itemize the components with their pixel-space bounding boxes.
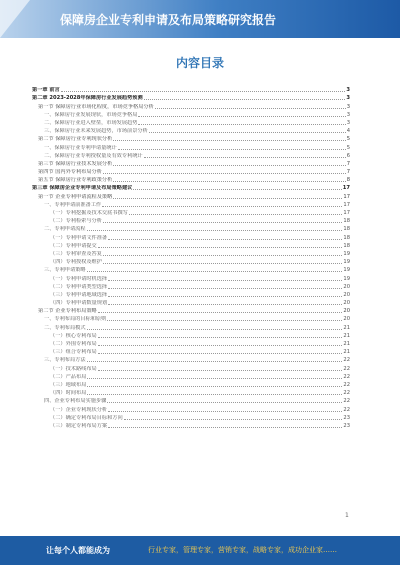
toc-entry-title: 四、企业专利布局实施步骤	[44, 398, 107, 405]
toc-entry[interactable]	[32, 413, 350, 421]
toc-entry-page: 3	[346, 87, 350, 94]
toc-entry-page: 6	[346, 152, 350, 159]
toc-entry-page: 22	[343, 373, 350, 380]
toc-entry-page: 8	[346, 177, 350, 184]
toc-entry-title: 二、保障房行业进入壁垒，市场发展趋势	[44, 119, 138, 126]
toc-dot-leader	[144, 157, 346, 158]
toc-dot-leader	[103, 263, 343, 264]
toc-entry-title: （三）专利审查及答复	[50, 250, 102, 257]
toc-entry-page: 19	[343, 275, 350, 282]
toc-dot-leader	[98, 247, 343, 248]
toc-entry-title: 三、专利申请策略	[44, 267, 86, 274]
toc-entry-page: 22	[343, 406, 350, 413]
toc-entry-page: 19	[343, 259, 350, 266]
toc-heading: 内容目录	[175, 56, 224, 70]
toc-entry[interactable]	[32, 142, 350, 150]
toc-entry-page: 3	[346, 103, 350, 110]
toc-entry[interactable]	[32, 339, 350, 347]
toc-entry-title: （三）组合专利布局	[50, 349, 97, 356]
toc-dot-leader	[87, 271, 343, 272]
toc-entry-title: （二）外围专利布局	[50, 341, 97, 347]
toc-dot-leader	[124, 419, 343, 420]
toc-entry-title: 三、保障房行业未来发展趋势，市场前景分析	[44, 128, 148, 135]
footer-bar	[0, 536, 400, 565]
toc-entry[interactable]	[32, 396, 350, 404]
toc-dot-leader	[87, 230, 343, 231]
toc-entry-title: （一）企业专利现状分析	[50, 406, 108, 413]
toc-dot-leader	[87, 394, 342, 395]
toc-entry[interactable]	[32, 159, 350, 167]
toc-entry-page: 21	[343, 324, 350, 331]
toc-entry-title: 二、专利申请流程	[44, 226, 86, 233]
toc-entry[interactable]	[32, 191, 350, 199]
toc-entry-page: 18	[343, 234, 350, 241]
toc-entry[interactable]	[32, 257, 350, 265]
toc-entry-title: （四）专利授权及维护	[50, 259, 102, 266]
toc-entry[interactable]	[32, 404, 350, 412]
toc-entry-page: 20	[343, 283, 350, 290]
toc-entry[interactable]	[32, 134, 350, 142]
header-decoration	[0, 0, 30, 38]
toc-entry[interactable]	[32, 380, 350, 388]
toc-entry-page: 20	[343, 308, 350, 315]
toc-entry-page: 22	[343, 357, 350, 364]
toc-entry-title: 第二节 保障房行业专利现状分析	[38, 136, 113, 143]
toc-entry-title: （二）专利申请类型选择	[50, 283, 108, 290]
toc-entry[interactable]	[32, 298, 350, 306]
toc-entry[interactable]	[32, 355, 350, 363]
toc-entry-page: 20	[343, 291, 350, 298]
toc-dot-leader	[118, 149, 346, 150]
toc-dot-leader	[87, 386, 342, 387]
toc-entry-page: 5	[346, 144, 350, 151]
toc-entry-title: 一、保障房行业发展现状，市场竞争格局	[44, 111, 138, 118]
toc-entry[interactable]	[32, 183, 350, 191]
toc-entry-title: 第四节 国内外专利布局分析	[38, 169, 102, 176]
toc-entry-page: 3	[346, 95, 350, 102]
toc-entry-page: 22	[343, 390, 350, 397]
toc-entry-page: 23	[343, 414, 350, 421]
toc-dot-leader	[108, 427, 342, 428]
toc-entry[interactable]	[32, 331, 350, 339]
toc-dot-leader	[113, 140, 345, 141]
toc-entry-page: 17	[342, 185, 350, 192]
toc-entry-title: 第一节 保障房行业市场化程度，市场竞争格局分析	[38, 103, 154, 110]
toc-entry-page: 22	[343, 365, 350, 372]
toc-dot-leader	[103, 222, 343, 223]
footer-roles: 行业专家，管理专家，营销专家，战略专家，成功企业家……	[148, 546, 337, 554]
toc-entry-title: 一、专利申请前准备工作	[44, 201, 102, 208]
toc-entry-page: 3	[346, 111, 350, 118]
toc-entry-page: 23	[343, 422, 350, 429]
toc-entry-title: （二）专利检索与分析	[50, 218, 102, 225]
toc-entry-title: 二、保障房行业专利授权量及有效专利统计	[44, 152, 143, 159]
toc-entry-title: （一）技术路线布局	[50, 365, 97, 372]
toc-entry-title: （二）专利申请提交	[50, 242, 97, 249]
toc-entry[interactable]	[32, 314, 350, 322]
toc-entry[interactable]	[32, 388, 350, 396]
toc-entry[interactable]	[32, 273, 350, 281]
toc-entry-page: 22	[343, 381, 350, 388]
toc-entry[interactable]	[32, 85, 350, 93]
toc-entry-title: 第一章 前言	[32, 87, 60, 94]
toc-dot-leader	[108, 280, 342, 281]
toc-entry-page: 19	[343, 250, 350, 257]
toc-entry-page: 21	[343, 332, 350, 339]
toc-entry[interactable]	[32, 306, 350, 314]
toc-entry[interactable]	[32, 93, 350, 101]
toc-entry[interactable]	[32, 347, 350, 355]
toc-entry[interactable]	[32, 126, 350, 134]
toc-entry-title: （三）制定专利布局方案	[50, 422, 108, 429]
toc-entry-page: 17	[343, 193, 350, 200]
toc-entry-page: 17	[343, 210, 350, 216]
toc-entry-title: 一、专利布局的目标和原则	[44, 316, 107, 323]
toc-entry-page: 3	[346, 119, 350, 126]
toc-dot-leader	[133, 189, 341, 190]
toc-dot-leader	[107, 320, 342, 321]
toc-entry[interactable]	[32, 175, 350, 183]
page-number: 1	[345, 512, 349, 519]
toc-dot-leader	[98, 312, 343, 313]
toc-entry-page: 17	[343, 201, 350, 208]
toc-entry[interactable]	[32, 224, 350, 232]
toc-dot-leader	[138, 116, 345, 117]
toc-entry-page: 5	[346, 136, 350, 143]
toc-dot-leader	[108, 296, 342, 297]
toc-entry[interactable]	[32, 421, 350, 429]
toc-entry-title: 第二章 2023-2028年保障房行业发展趋势预测	[32, 95, 143, 102]
toc-entry-page: 18	[343, 226, 350, 233]
toc-dot-leader	[87, 378, 342, 379]
toc-entry-title: 第一节 企业专利申请流程及策略	[38, 193, 113, 200]
toc-dot-leader	[149, 132, 346, 133]
toc-entry[interactable]	[32, 208, 350, 216]
toc-entry-title: （一）专利挖掘及技术交底书撰写	[50, 210, 128, 216]
toc-entry[interactable]	[32, 232, 350, 240]
toc-dot-leader	[87, 361, 343, 362]
toc-entry-title: （三）地域布局	[50, 381, 87, 388]
toc-dot-leader	[113, 198, 342, 199]
toc-entry-page: 20	[343, 316, 350, 323]
toc-entry[interactable]	[32, 101, 350, 109]
toc-dot-leader	[113, 181, 345, 182]
toc-entry[interactable]	[32, 216, 350, 224]
toc-dot-leader	[138, 124, 345, 125]
toc-entry-title: 第三章 保障房企业专利申请及布局策略建议	[32, 185, 133, 192]
toc-dot-leader	[113, 165, 345, 166]
toc-entry[interactable]	[32, 241, 350, 249]
toc-dot-leader	[98, 353, 343, 354]
toc-entry-page: 7	[346, 160, 350, 167]
toc-entry[interactable]	[32, 290, 350, 298]
toc-entry-title: 第二节 企业专利布局策略	[38, 308, 97, 315]
toc-dot-leader	[155, 108, 346, 109]
toc-entry-title: 二、专利布局模式	[44, 324, 86, 331]
toc-entry-title: （四）时间布局	[50, 390, 87, 397]
toc-entry-page: 21	[343, 341, 350, 347]
toc-dot-leader	[144, 99, 346, 100]
toc-dot-leader	[129, 214, 343, 215]
toc-dot-leader	[98, 337, 343, 338]
toc-entry-title: 一、保障房行业专利申请量统计	[44, 144, 117, 151]
toc-dot-leader	[107, 402, 342, 403]
toc-dot-leader	[98, 345, 343, 346]
toc-entry-page: 18	[343, 242, 350, 249]
toc-dot-leader	[61, 91, 346, 92]
toc-entry[interactable]	[32, 372, 350, 380]
toc-entry[interactable]	[32, 282, 350, 290]
toc-entry[interactable]	[32, 200, 350, 208]
toc-entry-page: 21	[343, 349, 350, 356]
footer-slogan: 让每个人都能成为	[46, 546, 110, 555]
toc-dot-leader	[103, 173, 346, 174]
toc-entry[interactable]	[32, 363, 350, 371]
table-of-contents	[32, 85, 350, 429]
toc-dot-leader	[108, 288, 342, 289]
toc-entry-title: （二）确定专利布局目标和方向	[50, 414, 123, 421]
toc-entry-page: 4	[346, 128, 350, 135]
toc-entry[interactable]	[32, 167, 350, 175]
toc-entry-title: （二）产品布局	[50, 373, 87, 380]
toc-entry-title: 第三节 保障房行业技术发展分析	[38, 160, 113, 167]
toc-dot-leader	[108, 239, 342, 240]
toc-entry-page: 18	[343, 218, 350, 225]
toc-entry[interactable]	[32, 118, 350, 126]
toc-entry-title: （一）专利申请文件准备	[50, 234, 108, 241]
toc-entry[interactable]	[32, 110, 350, 118]
toc-dot-leader	[87, 329, 343, 330]
report-title: 保障房企业专利申请及布局策略研究报告	[60, 13, 277, 27]
toc-entry-title: （三）专利申请地域选择	[50, 291, 108, 298]
toc-entry[interactable]	[32, 249, 350, 257]
toc-entry-page: 20	[343, 300, 350, 307]
toc-dot-leader	[108, 304, 342, 305]
toc-entry-page: 22	[343, 398, 350, 405]
toc-dot-leader	[108, 411, 342, 412]
report-header-bar	[0, 0, 400, 38]
toc-entry-title: （四）专利申请数量规划	[50, 300, 108, 307]
toc-dot-leader	[103, 255, 343, 256]
toc-dot-leader	[102, 206, 342, 207]
toc-entry[interactable]	[32, 322, 350, 330]
toc-entry-title: （一）核心专利布局	[50, 332, 97, 339]
toc-entry-title: （一）专利申请时机选择	[50, 275, 108, 282]
toc-entry[interactable]	[32, 265, 350, 273]
toc-entry-page: 19	[343, 267, 350, 274]
toc-entry-title: 第五节 保障房行业专利政策分析	[38, 177, 113, 184]
toc-entry-title: 三、专利布局方法	[44, 357, 86, 364]
toc-entry[interactable]	[32, 151, 350, 159]
toc-entry-page: 7	[346, 169, 350, 176]
toc-dot-leader	[98, 370, 343, 371]
